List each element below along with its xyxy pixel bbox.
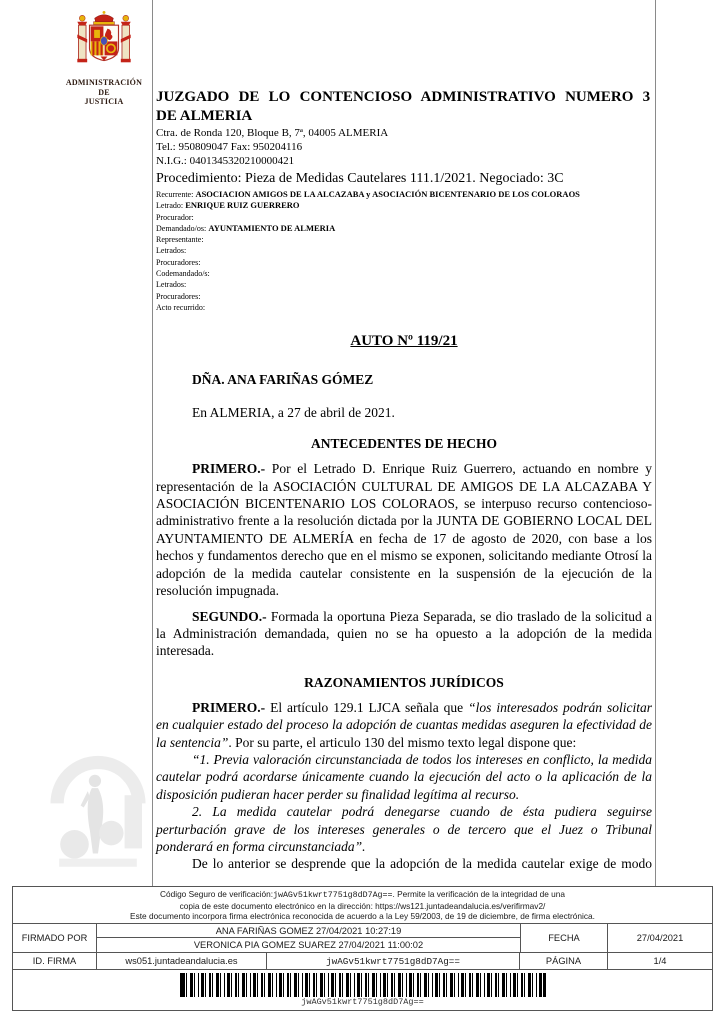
admin-justicia-label xyxy=(48,78,160,107)
party-line xyxy=(156,268,652,279)
party-value: ASOCIACION AMIGOS DE LA ALCAZABA y ASOCIACIÓN BICENTENARIO DE LOS COLORAOS xyxy=(195,189,580,199)
auto-title: AUTO Nº 119/21 xyxy=(350,333,458,350)
spain-coat-of-arms-icon xyxy=(75,8,133,76)
antecedentes-primero-paragraph xyxy=(156,460,652,599)
antecedentes-heading: ANTECEDENTES DE HECHO xyxy=(310,436,498,452)
admin-line1: ADMINISTRACIÓN xyxy=(65,78,143,87)
junta-andalucia-watermark-icon xyxy=(46,738,150,876)
court-nig: N.I.G.: 0401345320210000421 xyxy=(156,155,295,167)
party-label: Procurador: xyxy=(156,212,194,222)
document-body xyxy=(156,0,652,873)
court-name xyxy=(156,88,652,126)
quoted-text: 2. La medida cautelar podrá denegarse cuando de ésta pudiera seguirse perturbación grave de los intereses generales o de tercero que el Juez o Tribunal ponderará en forma circunstanciada”. xyxy=(156,804,652,854)
place-date: En ALMERIA, a 27 de abril de 2021. xyxy=(192,405,395,421)
party-line xyxy=(156,223,652,234)
barcode-icon xyxy=(180,973,546,997)
party-line xyxy=(156,245,652,256)
party-label: Acto recurrido: xyxy=(156,302,206,312)
paragraph-lead: SEGUNDO.- xyxy=(192,608,267,624)
firmado-por-label: FIRMADO POR xyxy=(13,924,97,952)
party-label: Procuradores: xyxy=(156,257,201,267)
court-phone-fax: Tel.: 950809047 Fax: 950204116 xyxy=(156,141,303,153)
paragraph-text: Formada la oportuna Pieza Separada, se dio traslado de la solicitud a la Administración demandada, quien no se ha opuesto a la adopción de la medida interesada. xyxy=(156,608,652,659)
court-name-line1: JUZGADO DE LO CONTENCIOSO ADMINISTRATIVO NUMERO 3 xyxy=(156,89,651,105)
party-label: Codemandado/s: xyxy=(156,269,210,279)
csv-verification-text xyxy=(13,887,712,924)
csv-line1-tail: . Permite la verificación de la integridad de una xyxy=(392,889,565,899)
party-line xyxy=(156,200,652,211)
barcode-text: jwAGv51kwrt7751g8dD7Ag== xyxy=(301,997,424,1007)
party-label: Letrados: xyxy=(156,280,187,290)
id-firma-label: ID. FIRMA xyxy=(13,953,97,969)
paragraph-lead: PRIMERO.- xyxy=(192,699,266,715)
admin-line2: DE xyxy=(98,87,110,97)
party-label: Letrado: xyxy=(156,201,184,211)
parties-block xyxy=(156,189,652,313)
razonamientos-primero-paragraph xyxy=(156,699,652,751)
party-label: Recurrente: xyxy=(156,190,194,199)
razonamientos-heading: RAZONAMIENTOS JURÍDICOS xyxy=(304,674,504,690)
quoted-text: “los interesados podrán solicitar en cualquier estado del proceso la adopción de cuantas medidas aseguren la efectividad de la sentencia” xyxy=(156,699,652,750)
pagina-value: 1/4 xyxy=(653,956,667,966)
party-label: Procuradores: xyxy=(156,291,201,301)
signer-1: ANA FARIÑAS GOMEZ 27/04/2021 10:27:19 xyxy=(97,924,520,938)
csv-line3: Este documento incorpora firma electrónica reconocida de acuerdo a la Ley 59/2003, de 19 de diciembre, de firma electrónica. xyxy=(130,911,595,921)
id-firma-host: ws051.juntadeandalucia.es xyxy=(97,953,267,969)
court-name-line2: DE ALMERIA xyxy=(156,108,253,124)
id-firma-row xyxy=(13,953,712,970)
paragraph-lead: PRIMERO.- xyxy=(192,461,266,477)
fecha-value: 27/04/2021 xyxy=(636,933,684,943)
csv-code: jwAGv51kwrt7751g8dD7Ag== xyxy=(273,891,393,900)
pagina-label: PÁGINA xyxy=(520,953,608,969)
party-line xyxy=(156,212,652,223)
closing-paragraph xyxy=(156,855,652,872)
party-line xyxy=(156,257,652,268)
party-line xyxy=(156,234,652,245)
party-value: ENRIQUE RUIZ GUERRERO xyxy=(185,200,300,211)
left-column-rule xyxy=(152,0,153,886)
csv-line1 xyxy=(17,889,708,901)
antecedentes-segundo-paragraph xyxy=(156,608,652,660)
paragraph-text: El artículo 129.1 LJCA señala que xyxy=(265,699,469,715)
quoted-text: “1. Previa valoración circunstanciada de todos los intereses en conflicto, la medida cautelar podrá acordarse únicamente cuando la ejecución del acto o la aplicación de la disposición pudieran hacer perder su finalidad legítima al recurso. xyxy=(156,751,652,802)
party-line xyxy=(156,279,652,290)
party-line xyxy=(156,189,652,200)
signer-2: VERONICA PIA GOMEZ SUAREZ 27/04/2021 11:00:02 xyxy=(193,940,424,950)
barcode-section xyxy=(13,970,712,1010)
justice-administration-emblem xyxy=(48,8,160,107)
party-label: Letrados: xyxy=(156,246,187,256)
signers-row xyxy=(13,924,712,953)
party-line xyxy=(156,302,652,313)
fecha-label: FECHA xyxy=(520,924,608,952)
quoted-article-paragraph-2 xyxy=(156,803,652,855)
party-value: AYUNTAMIENTO DE ALMERIA xyxy=(208,222,336,233)
id-firma-code: jwAGv51kwrt7751g8dD7Ag== xyxy=(267,953,520,969)
right-column-rule xyxy=(655,0,656,886)
csv-label: Código Seguro de verificación: xyxy=(160,889,273,899)
party-line xyxy=(156,291,652,302)
paragraph-text: Por el Letrado D. Enrique Ruiz Guerrero, actuando en nombre y representación de la ASOCIACIÓN CULTURAL DE AMIGOS DE LA ALCAZABA Y ASOCIACIÓN BICENTENARIO LOS COLORAOS, se interpuso recurso contencioso-administrativo frente a la resolución dictada por la JUNTA DE GOBIERNO LOCAL DEL AYUNTAMIENTO DE ALMERÍA en fecha de 17 de agosto de 2020, con base a los hechos y fundamentos derecho que en el mismo se exponen, solicitando mediante Otrosí la adopción de la medida cautelar consistente en la suspensión de la ejecución de la resolución impugnada. xyxy=(156,461,652,599)
party-label: Demandado/os: xyxy=(156,223,207,233)
signature-footer-table xyxy=(12,886,713,1011)
paragraph-text: De lo anterior se desprende que la adopción de la medida cautelar exige de modo xyxy=(192,856,652,872)
quoted-article-paragraph-1 xyxy=(156,751,652,803)
admin-line3: JUSTICIA xyxy=(84,97,124,106)
csv-line2: copia de este documento electrónico en la dirección: https://ws121.juntadeandalucia.es/verifirmav2/ xyxy=(179,901,546,911)
court-address: Ctra. de Ronda 120, Bloque B, 7ª, 04005 ALMERIA xyxy=(156,127,389,139)
judge-name: DÑA. ANA FARIÑAS GÓMEZ xyxy=(192,372,374,388)
procedure-line: Procedimiento: Pieza de Medidas Cautelares 111.1/2021. Negociado: 3C xyxy=(156,171,564,186)
party-label: Representante: xyxy=(156,235,204,245)
paragraph-text: . Por su parte, el articulo 130 del mismo texto legal dispone que: xyxy=(228,734,577,750)
